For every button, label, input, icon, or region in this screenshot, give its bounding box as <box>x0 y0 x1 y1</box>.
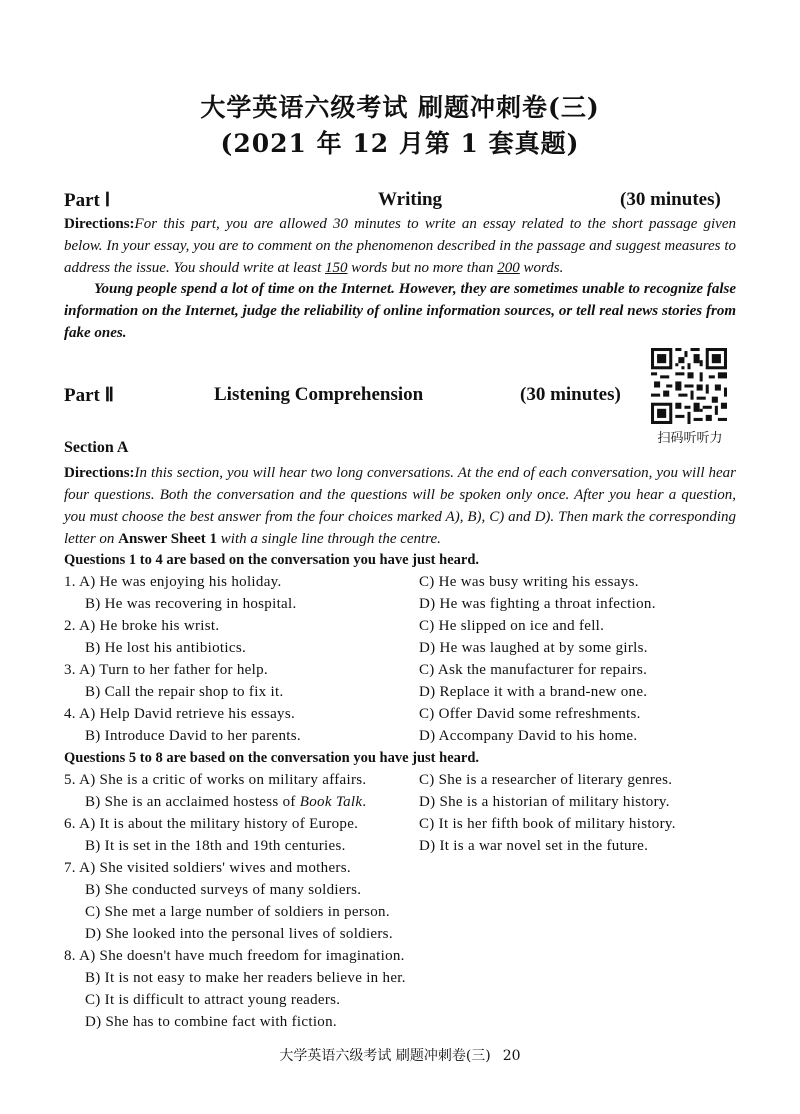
part2-directions <box>64 462 736 550</box>
q8-option-c: C) It is difficult to attract young readers. <box>85 992 341 1008</box>
q8-option-d: D) She has to combine fact with fiction. <box>85 1014 337 1030</box>
footer-title: 大学英语六级考试 刷题冲刺卷(三) <box>279 1048 491 1064</box>
book-title: Book Talk <box>299 794 363 810</box>
q2-option-a: 2. A) He broke his wrist. <box>64 618 220 634</box>
q7-option-c: C) She met a large number of soldiers in person. <box>85 904 390 920</box>
q3-option-d: D) Replace it with a brand-new one. <box>419 684 648 700</box>
directions-text-b: with a single line through the centre. <box>217 531 441 547</box>
part2-label: Part Ⅱ <box>64 385 114 406</box>
directions-text-c: words. <box>519 260 564 276</box>
q5-option-c: C) She is a researcher of literary genres. <box>419 772 673 788</box>
directions-label: Directions: <box>64 465 135 481</box>
answer-sheet-label: Answer Sheet 1 <box>118 531 218 547</box>
directions-text-a: For this part, you are allowed 30 minutes to write an essay related to the short passage given below. In your essay, you are to comment on the phenomenon described in the passage and suggest measures to address the issue. You should write at least <box>64 216 736 276</box>
page-number: 20 <box>502 1048 521 1064</box>
q4-option-a: 4. A) Help David retrieve his essays. <box>64 706 296 722</box>
q1-option-c: C) He was busy writing his essays. <box>419 574 639 590</box>
q6-option-b: B) It is set in the 18th and 19th centuries. <box>85 838 346 854</box>
directions-label: Directions: <box>64 216 135 232</box>
title-line1: 大学英语六级考试 刷题冲刺卷(三) <box>200 93 600 122</box>
part1-name: Writing <box>378 189 443 210</box>
q5-option-b <box>85 794 366 811</box>
q8-option-a: 8. A) She doesn't have much freedom for imagination. <box>64 948 405 964</box>
question-group-2-heading: Questions 5 to 8 are based on the conversation you have just heard. <box>64 750 480 766</box>
qr-caption: 扫码听听力 <box>657 431 723 446</box>
q8-option-b: B) It is not easy to make her readers believe in her. <box>85 970 406 986</box>
min-words: 150 <box>325 260 348 276</box>
question-group-1-heading: Questions 1 to 4 are based on the conversation you have just heard. <box>64 552 480 568</box>
q3-option-c: C) Ask the manufacturer for repairs. <box>419 662 648 678</box>
q3-option-b: B) Call the repair shop to fix it. <box>85 684 284 700</box>
q1-option-a: 1. A) He was enjoying his holiday. <box>64 574 282 590</box>
q2-option-d: D) He was laughed at by some girls. <box>419 640 648 656</box>
q5-option-d: D) She is a historian of military history. <box>419 794 670 810</box>
part1-time: (30 minutes) <box>620 189 721 210</box>
q6-option-c: C) It is her fifth book of military history. <box>419 816 676 832</box>
q6-option-d: D) It is a war novel set in the future. <box>419 838 649 854</box>
q2-option-c: C) He slipped on ice and fell. <box>419 618 605 634</box>
writing-prompt: Young people spend a lot of time on the Internet. However, they are sometimes unable to recognize false information on the Internet, judge the reliability of online information sources, or tell real news stories from fake ones. <box>64 281 736 341</box>
q7-option-d: D) She looked into the personal lives of soldiers. <box>85 926 393 942</box>
q7-option-a: 7. A) She visited soldiers' wives and mothers. <box>64 860 351 876</box>
q2-option-b: B) He lost his antibiotics. <box>85 640 247 656</box>
page-footer <box>0 1045 800 1065</box>
part2-time: (30 minutes) <box>520 384 621 405</box>
q4-option-d: D) Accompany David to his home. <box>419 728 638 744</box>
q5-option-a: 5. A) She is a critic of works on military affairs. <box>64 772 367 788</box>
title-line2: (2021 年 12 月第 1 套真题) <box>220 129 580 158</box>
part1-label: Part Ⅰ <box>64 190 111 211</box>
q1-option-d: D) He was fighting a throat infection. <box>419 596 656 612</box>
part2-name: Listening Comprehension <box>214 384 424 405</box>
qr-code-icon[interactable] <box>651 348 727 424</box>
q6-option-a: 6. A) It is about the military history of Europe. <box>64 816 359 832</box>
section-a-heading: Section A <box>64 439 129 456</box>
part1-directions <box>64 213 736 279</box>
directions-text-a: In this section, you will hear two long conversations. At the end of each conversation, you will hear four questions. Both the conversation and the questions will be spoken only once. After you hear a question, you must choose the best answer from the four choices marked A), B), C) and D). Then mark the corresponding letter on <box>64 465 736 547</box>
q3-option-a: 3. A) Turn to her father for help. <box>64 662 268 678</box>
max-words: 200 <box>497 260 520 276</box>
q5-option-b-text: B) She is an acclaimed hostess of <box>85 794 300 810</box>
q5-option-b-end: . <box>362 794 367 810</box>
q4-option-c: C) Offer David some refreshments. <box>419 706 641 722</box>
q1-option-b: B) He was recovering in hospital. <box>85 596 297 612</box>
directions-text-b: words but no more than <box>347 260 498 276</box>
q7-option-b: B) She conducted surveys of many soldiers. <box>85 882 362 898</box>
q4-option-b: B) Introduce David to her parents. <box>85 728 301 744</box>
